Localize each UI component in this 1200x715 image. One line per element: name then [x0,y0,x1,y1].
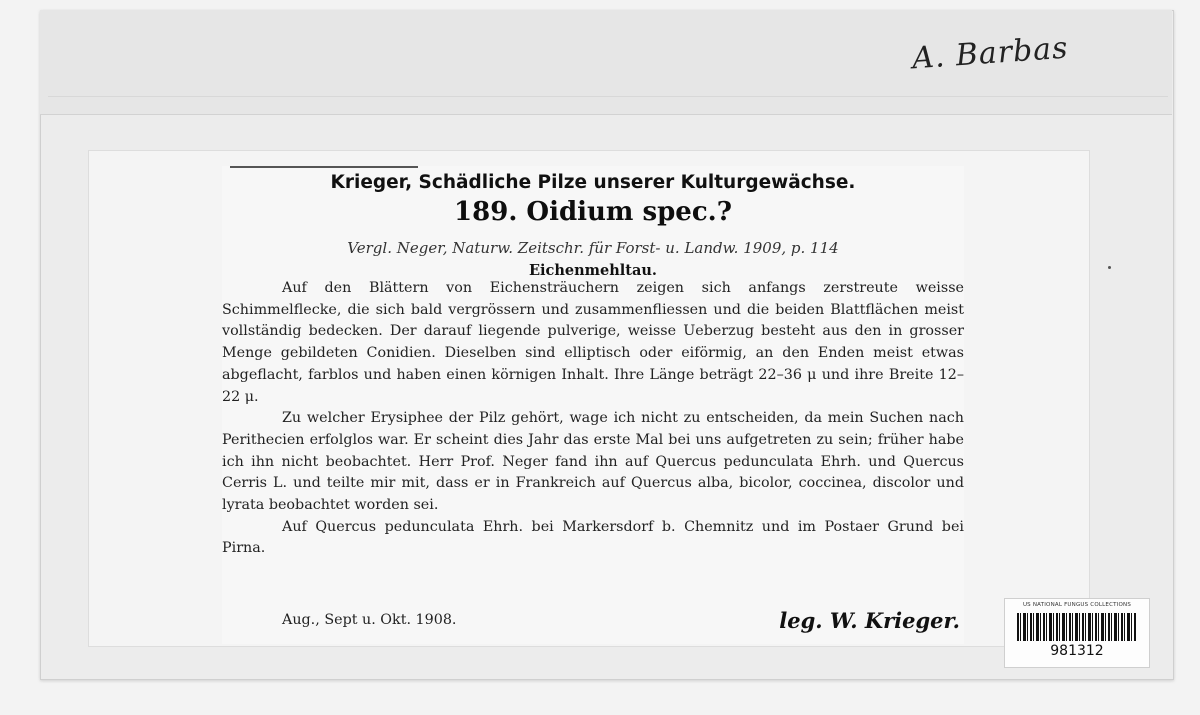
description-body [222,278,964,560]
barcode-label [1004,598,1150,668]
species-title: 189. Oidium spec.? [454,197,732,227]
collector-name: leg. W. Krieger. [779,608,960,633]
flap-fold-line [48,96,1168,97]
barcode-institution: US NATIONAL FUNGUS COLLECTIONS [1022,602,1132,608]
barcode-icon [1017,613,1137,641]
locality-paragraph: Auf Quercus pedunculata Ehrh. bei Markersdorf b. Chemnitz und im Postaer Grund bei Pirna. [222,518,964,557]
barcode-number: 981312 [1050,643,1104,659]
collection-date: Aug., Sept u. Okt. 1908. [282,612,457,628]
common-name: Eichenmehltau. [528,262,657,279]
description-paragraph: Auf den Blättern von Eichensträuchern zeigen sich anfangs zerstreute weisse Schimmelflecke, die sich bald vergrössern und zusammenfliessen und die beiden Blattflächen meist vollständig bedecken. Der darauf liegende pulverige, weisse Ueberzug besteht aus den in grosser Menge gebildeten Conidien. Dieselben sind elliptisch oder eiförmig, an den Enden meist etwas abgeflacht, farblos und haben einen körnigen Inhalt. Ihre Länge beträgt 22–36 μ und ihre Breite 12–22 μ. [222,280,964,405]
label-top-rule [230,166,418,168]
discussion-paragraph: Zu welcher Erysiphee der Pilz gehört, wage ich nicht zu entscheiden, da mein Suchen nach Perithecien erfolglos war. Er scheint dies Jahr das erste Mal bei uns aufgetreten zu sein; früher habe ich ihn nicht beobachtet. Herr Prof. Neger fand ihn auf Quercus pedunculata Ehrh. und Quercus Cerris L. und teilte mir mit, dass er in Frankreich auf Quercus alba, bicolor, coccinea, discolor und lyrata beobachtet worden sei. [222,410,964,514]
series-title: Krieger, Schädliche Pilze unserer Kulturgewächse. [330,172,856,193]
handwritten-annotation: A. Barbas [910,30,1070,77]
printed-label [222,166,964,644]
paper-speck [1108,266,1111,269]
literature-reference: Vergl. Neger, Naturw. Zeitschr. für Forst- u. Landw. 1909, p. 114 [347,239,839,257]
